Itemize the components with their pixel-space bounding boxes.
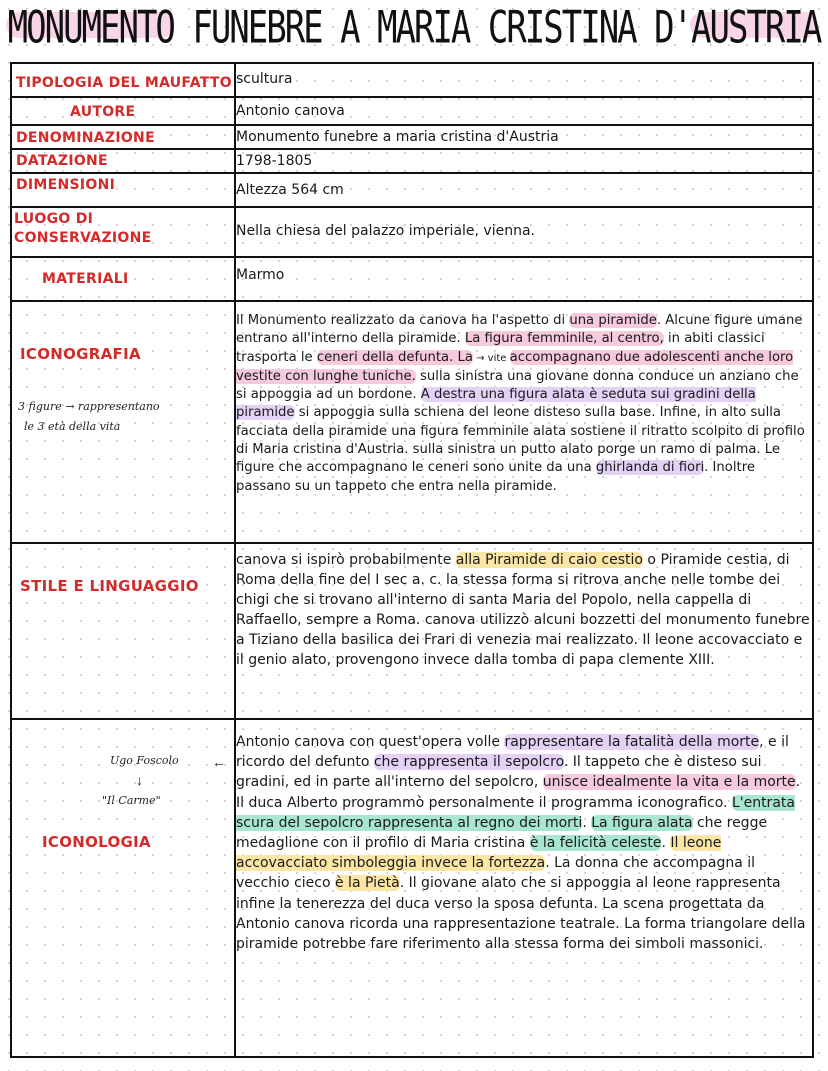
text-iconologia: Antonio canova con quest'opera volle rappresentare la fatalità della morte, e il ricordo del defunto che rappresenta il sepolcro. Il tappeto che è disteso sui gradini, ed in parte all'interno del sepolcro, unisce idealmente la vita e la morte. Il duca Alberto programmò personalmente il programma iconografico. L'entrata scura del sepolcro rappresenta al regno dei morti. La figura alata che regge medaglione con il profilo di Maria cristina è la felicità celeste. Il leone accovacciato simboleggia invece la fortezza. La donna che accompagna il vecchio cieco è la Pietà. Il giovane alato che si appoggia al leone rappresenta infine la tenerezza del duca verso la sposa defunta. La scena progettata da Antonio canova ricorda una rappresentazione teatrale. La forma triangolare della piramide potrebbe fare riferimento alla stessa forma dei simboli massonici. [236,734,806,953]
label-datazione: DATAZIONE [16,153,108,169]
page-title: MONUMENTO FUNEBRE A MARIA CRISTINA D'AUSTRIA [7,2,821,54]
highlight: L'entrata scura del sepolcro rappresenta al regno dei morti [236,794,795,831]
row-iconografia [11,301,813,543]
label-luogo-line2: CONSERVAZIONE [14,230,152,246]
label-iconografia: ICONOGRAFIA [20,345,141,363]
highlight: rappresentare la fatalità della morte [504,734,760,750]
text-stile: canova si ispirò probabilmente alla Piramide di caio cestio o Piramide cestia, di Roma della fine del I sec a. c. la stessa forma si ritrova anche nelle tombe dei chigi che si trovano all'interno di santa Maria del Popolo, nella cappella di Raffaello, sempre a Roma. canova utilizzò alcuni bozzetti del monumento funebre a Tiziano della basilica dei Frari di venezia mai realizzato. Il leone accovacciato e il genio alato, provengono invece dalla tomba di papa clemente XIII. [236,552,810,668]
value-datazione: 1798-1805 [236,153,313,169]
highlight: è la Pietà [334,875,400,892]
note-il-carme: "Il Carme" [102,794,161,807]
label-dimensioni: DIMENSIONI [16,177,116,193]
highlight: ghirlanda di fiori [595,460,705,476]
note-tre-figure: 3 figure → rappresentano [18,400,160,413]
label-stile: STILE E LINGUAGGIO [20,577,199,595]
highlight: Il leone accovacciato simboleggia invece la fortezza [236,835,722,872]
row-denominazione [11,125,813,149]
row-stile [11,543,813,719]
row-tipologia [11,63,813,97]
label-denominazione: DENOMINAZIONE [16,130,155,146]
highlight: La figura alata [591,814,693,831]
value-tipologia: scultura [236,71,293,87]
highlight: La figura femminile, al centro, [464,331,664,347]
row-dimensioni [11,173,813,207]
highlight: A destra una figura alata è seduta sui gradini della piramide [236,387,756,421]
highlight: alla Piramide di caio cestio [455,552,643,568]
label-tipologia: TIPOLOGIA DEL MAUFATTO [16,75,232,91]
note-tre-eta: le 3 età della vita [24,420,121,433]
row-materiali [11,257,813,301]
note-ugo-foscolo: Ugo Foscolo [110,754,179,767]
row-autore [11,97,813,125]
label-iconologia: ICONOLOGIA [42,833,151,851]
value-dimensioni: Altezza 564 cm [236,182,344,198]
arrow-down-icon: ↓ [136,772,143,788]
label-materiali: MATERIALI [42,271,129,287]
highlight: è la felicità celeste [529,835,662,852]
highlight: unisce idealmente la vita e la morte [542,774,796,791]
arrow-left-icon: ← [212,754,226,770]
row-datazione [11,149,813,173]
info-table [10,62,814,1058]
value-materiali: Marmo [236,267,285,283]
row-luogo [11,207,813,257]
highlight: ceneri della defunta. La [316,349,473,365]
highlight: accompagnano due adolescenti anche loro vestite con lunghe tuniche. [236,349,794,384]
highlight: una piramide [569,313,657,328]
label-luogo-line1: LUOGO DI [14,211,94,227]
value-autore: Antonio canova [236,103,345,119]
value-denominazione: Monumento funebre a maria cristina d'Austria [236,129,559,145]
highlight: che rappresenta il sepolcro [373,754,564,771]
label-autore: AUTORE [70,104,136,120]
value-luogo: Nella chiesa del palazzo imperiale, vienna. [236,223,535,239]
row-iconologia [11,719,813,1057]
text-iconografia: Il Monumento realizzato da canova ha l'aspetto di una piramide. Alcune figure umane entrano all'interno della piramide. La figura femminile, al centro, in abiti classici trasporta le ceneri della defunta. La → vite accompagnano due adolescenti anche loro vestite con lunghe tuniche. sulla sinistra una giovane donna conduce un anziano che si appoggia ad un bordone. A destra una figura alata è seduta sui gradini della piramide si appoggia sulla schiena del leone disteso sulla base. Infine, in alto sulla facciata della piramide una figura femminile alata sostiene il ritratto scolpito di profilo di Maria cristina d'Austria. sulla sinistra un putto alato porge un ramo di palma. Le figure che accompagnano le ceneri sono unite da una ghirlanda di fiori. Inoltre passano su un tappeto che entra nella piramide. [236,313,805,494]
